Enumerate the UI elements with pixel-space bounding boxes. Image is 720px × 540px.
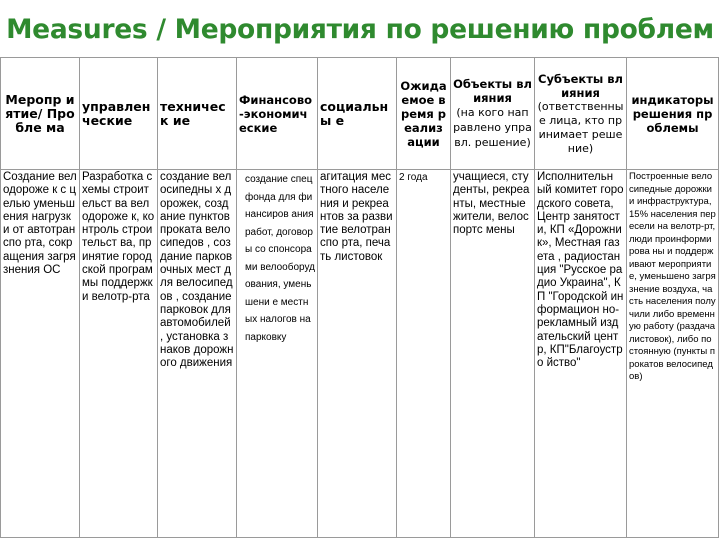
header-cell-subjects [535,58,627,170]
header-cell-objects [451,58,535,170]
objects-text: учащиеся, студенты, рекреанты, местные жители, велоспортс мены [453,171,530,237]
header-indicators-label: индикаторы решения проблемы [631,92,714,135]
cell-managerial [80,170,158,538]
cell-technical [158,170,237,538]
header-cell-indicators [627,58,719,170]
table-header-row [1,58,719,170]
cell-financial [237,170,318,538]
header-time-label: Ожида емое время реализ ации [400,78,447,149]
cell-objects [451,170,535,538]
measure-text: Создание велодороже к с целью уменьшения нагрузки от автотранспо рта, сокращения загрязнения ОС [3,171,77,277]
header-technical-label: техническ ие [160,98,226,128]
header-subjects-label: Субъекты влияния [538,71,623,100]
header-social-label: социальны е [320,98,389,128]
measures-table [0,57,719,538]
header-managerial-label: управлен ческие [82,98,151,128]
social-text: агитация местного населения и рекреантов за развитие велотранспо рта, печать листовок [320,171,393,263]
subjects-text: Исполнительн ый комитет городского совета, Центр занятости, КП «Дорожник», Местная газета , радиостанция "Русское радио Украина", КП "Городской информацион но-рекламный издательский центр, КП"Благоустро йство" [537,171,624,370]
cell-indicators [627,170,719,538]
header-subjects-note: (ответственны е лица, кто принимает решение) [537,99,624,155]
managerial-text: Разработка схемы строительст ва велодороже к, контроль строительст ва, принятие городской программы поддержки велотр-рта [82,171,155,303]
header-cell-technical [158,58,237,170]
page-title: Measures / Мероприятия по решению проблем [6,14,714,45]
header-cell-social [318,58,397,170]
indicators-text: Построенные велосипедные дорожки и инфраструктура, 15% населения пересели на велотр-рт, люди проинформирова ны и поддерживают мероприятие, уменьшено загрязнение воздуха, часть населения получили либо временную работу (раздача листовок), либо постоянную (пункты прокатов велосипедов) [629,171,716,382]
header-cell-financial [237,58,318,170]
header-cell-time [397,58,451,170]
technical-text: создание велосипедны х дорожек, создание пунктов проката велосипедов , создание парковочных мест для велосипедов , создание парковок для автомобилей , установка знаков дорожного движения [160,171,234,370]
cell-time [397,170,451,538]
header-objects-label: Объекты влияния [453,77,532,105]
header-objects-note: (на кого направлено управл. решение) [453,106,532,149]
cell-subjects [535,170,627,538]
header-cell-managerial [80,58,158,170]
header-cell-measure [1,58,80,170]
header-financial-label: Финансово -экономич еские [239,92,313,135]
header-measure-label: Меропр иятие/ Пробле ма [5,91,75,135]
cell-measure [1,170,80,538]
cell-social [318,170,397,538]
financial-text: создание спецфонда для финансиров ания работ, договоры со спонсорами велооборуд ования, уменьшени е местных налогов на парковку [245,174,315,343]
table-row [1,170,719,538]
time-text: 2 года [399,172,428,183]
